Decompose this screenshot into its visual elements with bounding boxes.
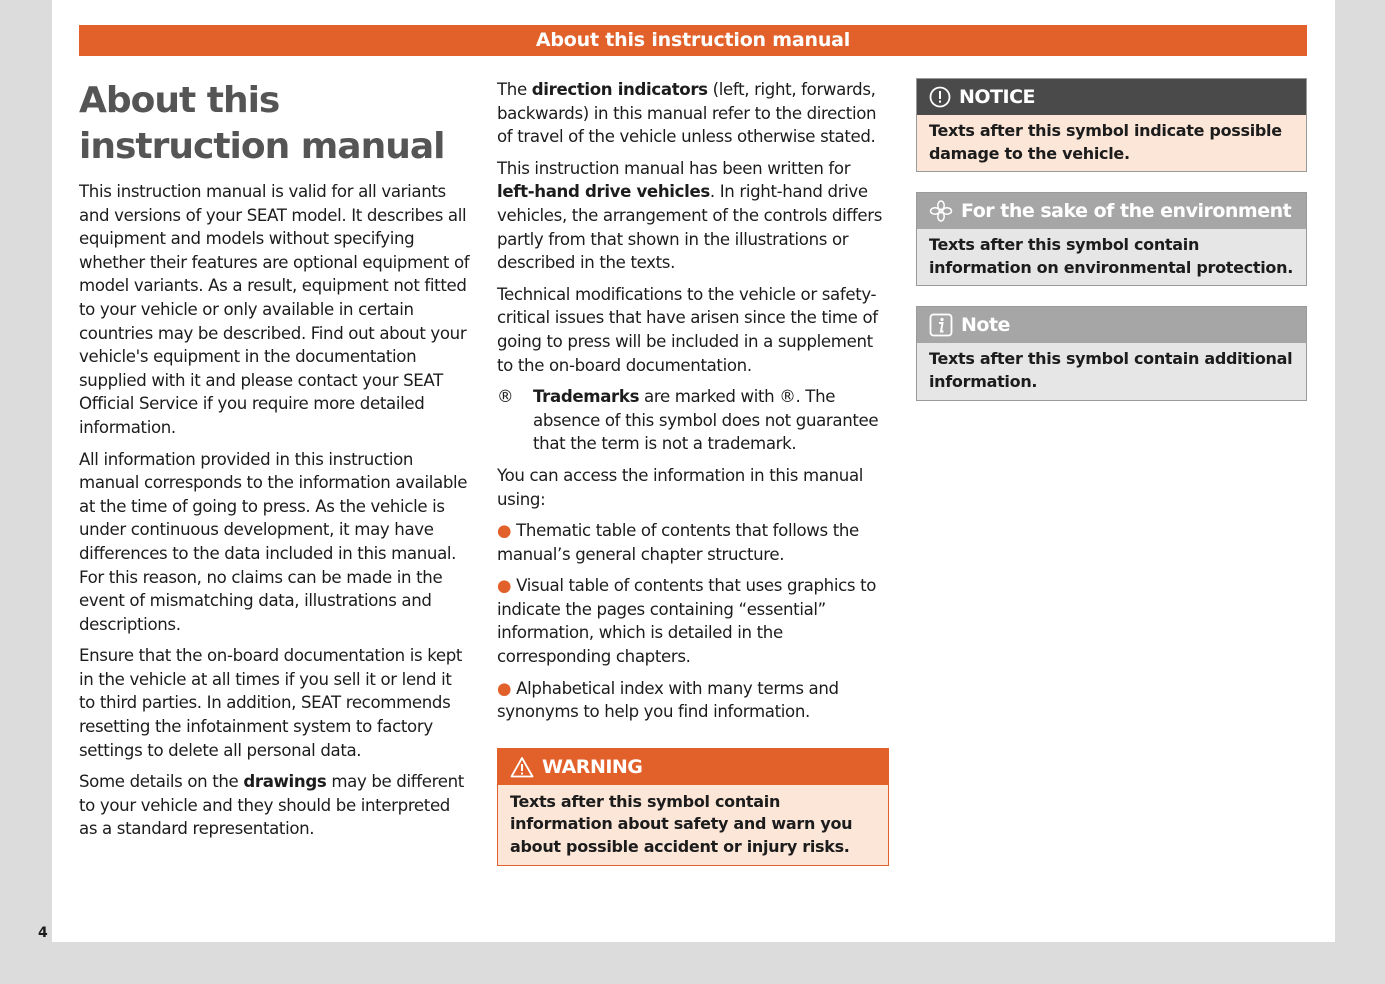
warning-box [497,748,889,866]
environment-box [916,192,1307,286]
note-title: Note [961,314,1010,337]
trademarks-body: are marked with ®. The absence of this symbol does not guarantee that the term is not a trademark. [533,387,879,454]
drawings-bold: drawings [243,772,327,792]
direction-pre: The [497,80,532,99]
paragraph-information: All information provided in this instruction manual corresponds to the information available at the time of going to press. As the vehicle is under continuous development, it may have differences to the data included in this manual. For this reason, no claims can be made in the event of mismatching data, illustrations and descriptions. [79,449,468,634]
paragraph-modifications: Technical modifications to the vehicle or safety-critical issues that have arisen since the time of going to press will be included in a supplement to the on-board documentation. [497,284,878,375]
paragraph-access: You can access the information in this manual using: [497,465,864,509]
notice-title: NOTICE [959,86,1036,108]
list-item-text: Visual table of contents that uses graphics to indicate the pages containing “essential” information, which is detailed in the corresponding chapters. [497,576,877,667]
paragraph-direction [497,78,889,149]
lhd-pre: This instruction manual has been written for [497,158,851,178]
environment-header [917,193,1306,229]
info-icon [929,313,953,337]
bullet-icon: ● [497,521,512,541]
column-middle [497,78,889,886]
lhd-post: . In right-hand drive vehicles, the arrangement of the controls differs partly from that shown in the illustrations or described in the texts. [497,182,882,273]
list-item [497,677,889,724]
lhd-bold: left-hand drive vehicles [497,182,710,202]
exclamation-circle-icon [929,86,951,108]
bullet-icon: ● [497,678,512,698]
drawings-pre: Some details on the [79,772,244,792]
column-right [916,78,1307,421]
note-header [917,307,1306,343]
list-item-text: Thematic table of contents that follows the manual’s general chapter structure. [497,521,859,564]
page-number: 4 [38,925,48,941]
list-item-text: Alphabetical index with many terms and synonyms to help you find information. [497,678,839,722]
column-left [79,78,471,849]
warning-body: Texts after this symbol contain information about safety and warn you about possible accident or injury risks. [498,785,888,865]
paragraph-drawings [79,770,471,841]
leaf-flower-icon [929,200,953,222]
trademarks-text [533,385,889,456]
list-item [497,519,889,566]
page-title: About this instruction manual [79,80,445,167]
page-header: About this instruction manual [79,25,1307,56]
trademarks-item [497,385,889,456]
warning-header [498,749,888,785]
notice-box [916,78,1307,172]
bullet-icon: ● [497,576,512,596]
trademarks-bold: Trademarks [533,387,640,407]
environment-title: For the sake of the environment [961,200,1292,223]
drawings-post: may be different to your vehicle and they should be interpreted as a standard representation. [79,772,464,839]
paragraph-documentation: Ensure that the on-board documentation is kept in the vehicle at all times if you sell it or lend it to third parties. In addition, SEAT recommends resetting the infotainment system to factory settings to delete all personal data. [79,646,463,760]
warning-title: WARNING [542,755,643,778]
paragraph-validity: This instruction manual is valid for all variants and versions of your SEAT model. It describes all equipment and models without specifying whether their features are optional equipment of model variants. As a result, equipment not fitted to your vehicle or only available in certain countries may be described. Find out about your vehicle's equipment in the documentation supplied with it and please contact your SEAT Official Service if you require more detailed information. [79,182,470,437]
paragraph-lhd [497,157,889,275]
list-item [497,574,889,668]
direction-bold: direction indicators [531,80,708,99]
notice-header [917,79,1306,115]
direction-post: (left, right, forwards, backwards) in this manual refer to the direction of travel of the vehicle unless otherwise stated. [497,80,877,147]
registered-icon: ® [497,387,514,407]
notice-body: Texts after this symbol indicate possible damage to the vehicle. [917,115,1306,171]
warning-triangle-icon [510,756,534,778]
environment-body: Texts after this symbol contain information on environmental protection. [917,229,1306,285]
note-box [916,306,1307,400]
note-body: Texts after this symbol contain additional information. [917,343,1306,399]
